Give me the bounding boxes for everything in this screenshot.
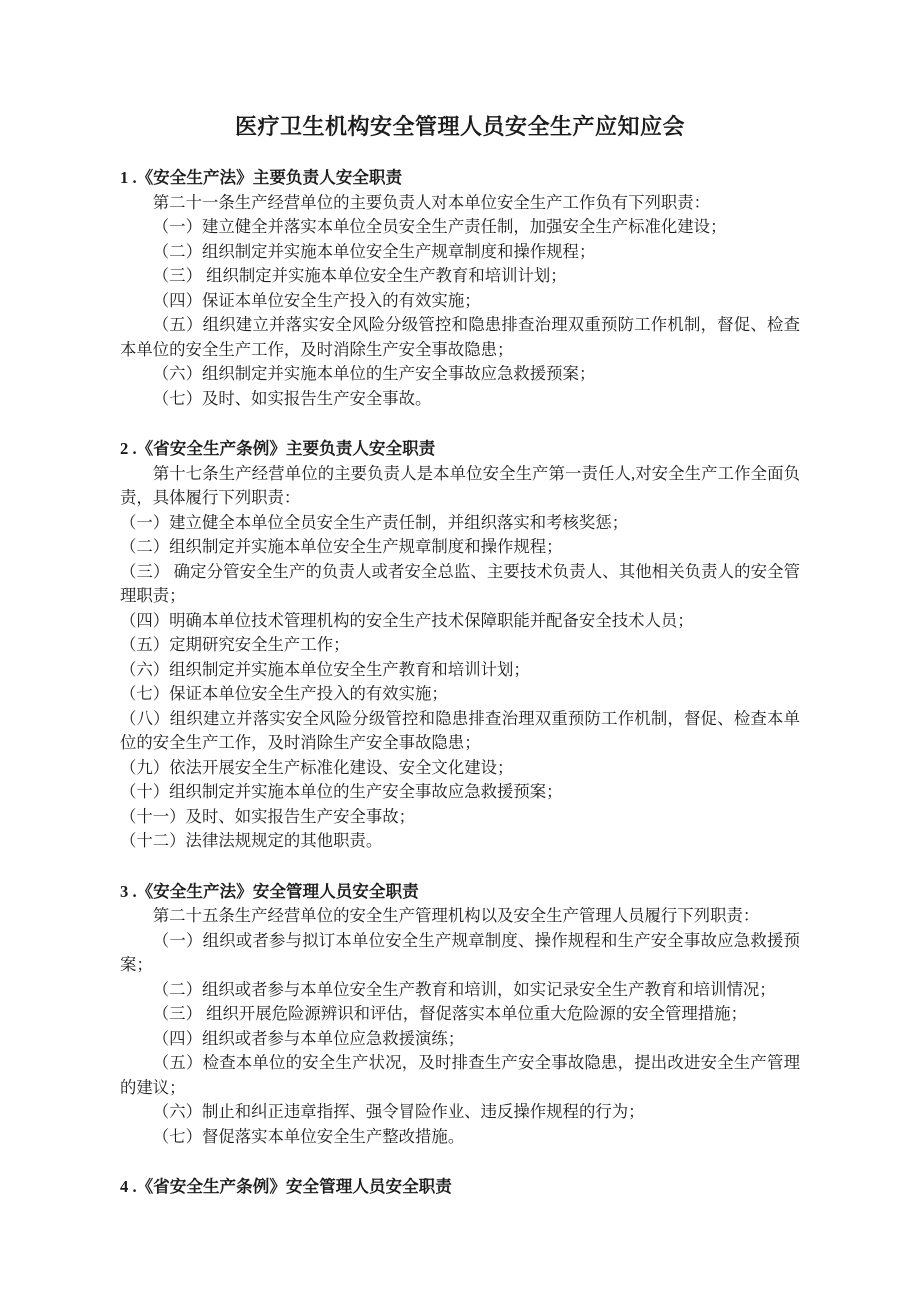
- list-item: （十二）法律法规规定的其他职责。: [120, 831, 383, 850]
- list-item: （一）组织或者参与拟订本单位安全生产规章制度、操作规程和生产安全事故应急救援预案；: [120, 930, 800, 974]
- list-item: （五）定期研究安全生产工作；: [120, 635, 350, 654]
- sections-container: [120, 166, 800, 1200]
- list-item: （六）组织制定并实施本单位的生产安全事故应急救援预案；: [152, 364, 596, 383]
- list-item: （十一）及时、如实报告生产安全事故；: [120, 806, 416, 826]
- list-item: （一）建立健全并落实本单位全员安全生产责任制，加强安全生产标准化建设；: [152, 217, 727, 236]
- section-intro: 第二十五条生产经营单位的安全生产管理机构以及安全生产管理人员履行下列职责：: [152, 906, 760, 925]
- section: [120, 1175, 800, 1200]
- list-item: （六）组织制定并实施本单位安全生产教育和培训计划；: [120, 659, 530, 679]
- list-item: （八）组织建立并落实安全风险分级管控和隐患排查治理双重预防工作机制，督促、检查本单位的安全生产工作，及时消除生产安全事故隐患；: [120, 708, 800, 752]
- list-item: （九）依法开展安全生产标准化建设、安全文化建设；: [120, 757, 514, 777]
- section: [120, 166, 800, 411]
- section: [120, 437, 800, 854]
- list-item: （二）组织制定并实施本单位安全生产规章制度和操作规程；: [120, 537, 563, 556]
- list-item: （七）及时、如实报告生产安全事故。: [152, 388, 432, 408]
- list-item: （十）组织制定并实施本单位的生产安全事故应急救援预案；: [120, 782, 563, 801]
- section-intro: 第十七条生产经营单位的主要负责人是本单位安全生产第一责任人,对安全生产工作全面负责，具体履行下列职责：: [120, 463, 800, 507]
- list-item: （四）保证本单位安全生产投入的有效实施；: [152, 290, 481, 310]
- list-item: （四）明确本单位技术管理机构的安全生产技术保障职能并配备安全技术人员；: [120, 610, 694, 630]
- list-item: （三） 组织开展危险源辨识和评估，督促落实本单位重大危险源的安全管理措施；: [152, 1004, 747, 1023]
- list-item: （五）组织建立并落实安全风险分级管控和隐患排查治理双重预防工作机制，督促、检查本单位的安全生产工作，及时消除生产安全事故隐患；: [120, 315, 800, 359]
- section-heading: 4 .《省安全生产条例》安全管理人员安全职责: [120, 1177, 452, 1196]
- section-heading: 1 .《安全生产法》主要负责人安全职责: [120, 168, 403, 187]
- section-heading: 2 .《省安全生产条例》主要负责人安全职责: [120, 439, 436, 458]
- section-heading: 3 .《安全生产法》安全管理人员安全职责: [120, 881, 419, 901]
- list-item: （二）组织或者参与本单位安全生产教育和培训，如实记录安全生产教育和培训情况；: [152, 979, 776, 999]
- document-title: 医疗卫生机构安全管理人员安全生产应知应会: [234, 114, 685, 139]
- list-item: （一）建立健全本单位全员安全生产责任制，并组织落实和考核奖惩；: [120, 512, 629, 532]
- list-item: （四）组织或者参与本单位应急救援演练；: [152, 1028, 465, 1048]
- list-item: （五）检查本单位的安全生产状况，及时排查生产安全事故隐患，提出改进安全生产管理的建议；: [120, 1053, 800, 1097]
- section-intro: 第二十一条生产经营单位的主要负责人对本单位安全生产工作负有下列职责：: [152, 192, 711, 212]
- list-item: （三） 组织制定并实施本单位安全生产教育和培训计划；: [152, 266, 567, 285]
- list-item: （六）制止和纠正违章指挥、强令冒险作业、违反操作规程的行为；: [152, 1102, 645, 1121]
- list-item: （三） 确定分管安全生产的负责人或者安全总监、主要技术负责人、其他相关负责人的安全管理职责；: [120, 561, 800, 605]
- list-item: （七）保证本单位安全生产投入的有效实施；: [120, 684, 448, 703]
- list-item: （七）督促落实本单位安全生产整改措施。: [152, 1126, 465, 1146]
- section: [120, 880, 800, 1150]
- list-item: （二）组织制定并实施本单位安全生产规章制度和操作规程；: [152, 241, 596, 261]
